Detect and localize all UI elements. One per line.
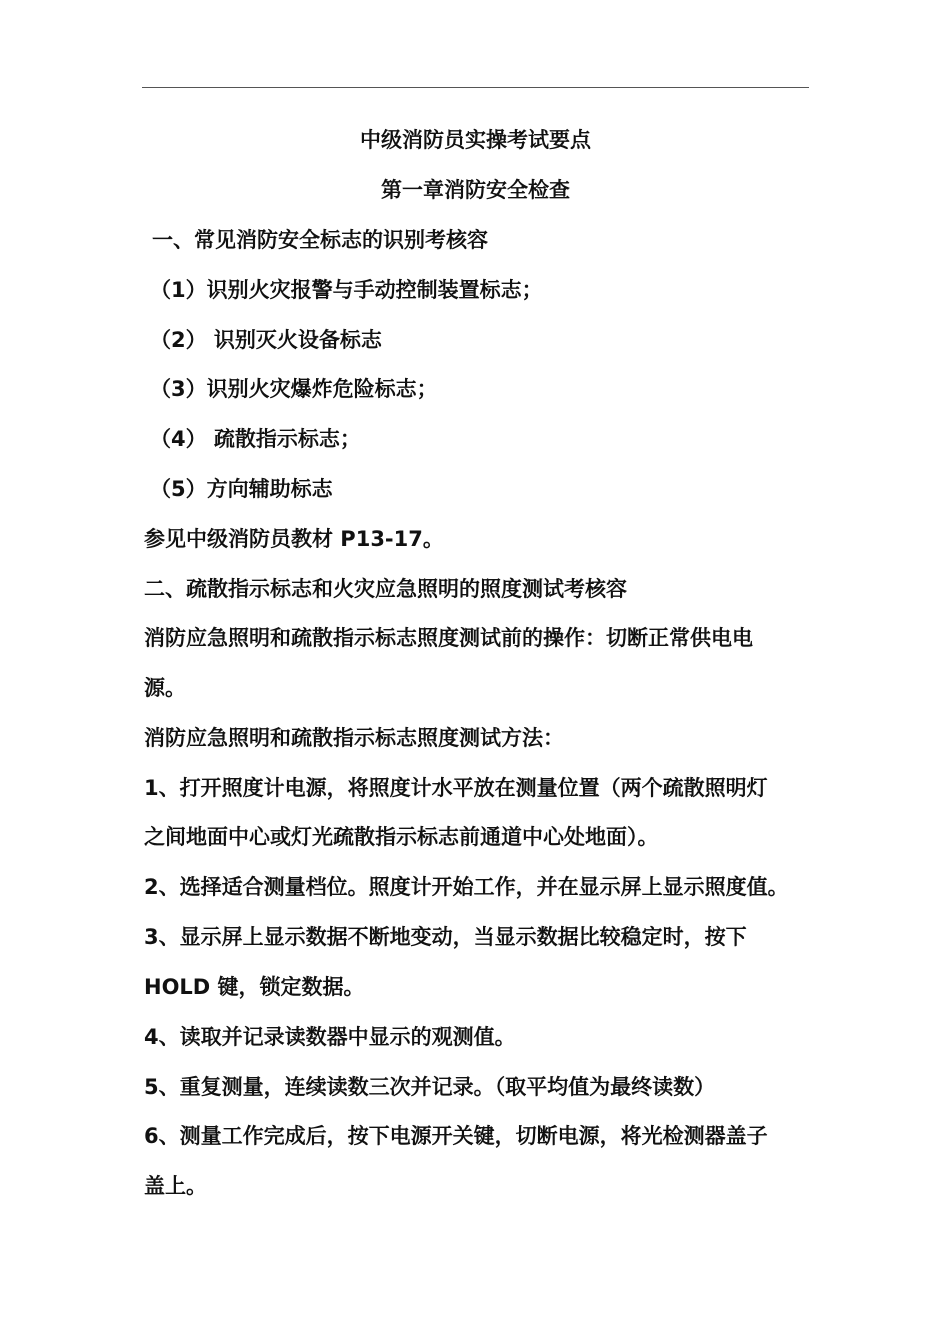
section1-item: （4） 疏散指示标志； — [150, 427, 361, 451]
step-line: HOLD 键，锁定数据。 — [144, 975, 365, 999]
step-line: 1、打开照度计电源，将照度计水平放在测量位置（两个疏散照明灯 — [144, 776, 768, 800]
step-line: 3、显示屏上显示数据不断地变动，当显示数据比较稳定时，按下 — [144, 925, 747, 949]
step-line: 盖上。 — [144, 1174, 207, 1198]
section1-item: （5）方向辅助标志 — [150, 477, 333, 501]
step-line: 2、选择适合测量档位。照度计开始工作，并在显示屏上显示照度值。 — [144, 875, 789, 899]
step-line: 之间地面中心或灯光疏散指示标志前通道中心处地面）。 — [144, 825, 659, 849]
document-title: 中级消防员实操考试要点 — [360, 128, 591, 152]
section1-heading: 一、常见消防安全标志的识别考核容 — [152, 228, 488, 252]
step-line: 4、读取并记录读数器中显示的观测值。 — [144, 1025, 516, 1049]
step-line: 5、重复测量，连续读数三次并记录。（取平均值为最终读数） — [144, 1075, 716, 1099]
section2-heading: 二、疏散指示标志和火灾应急照明的照度测试考核容 — [144, 577, 627, 601]
section1-item: （2） 识别灭火设备标志 — [150, 328, 382, 352]
section1-item: （1）识别火灾报警与手动控制装置标志； — [150, 278, 543, 302]
method-heading: 消防应急照明和疏散指示标志照度测试方法： — [144, 726, 564, 750]
header-rule — [142, 87, 809, 88]
pre-operation-text: 消防应急照明和疏散指示标志照度测试前的操作：切断正常供电电 — [144, 626, 753, 650]
step-line: 6、测量工作完成后，按下电源开关键，切断电源，将光检测器盖子 — [144, 1124, 768, 1148]
section1-item: （3）识别火灾爆炸危险标志； — [150, 377, 438, 401]
chapter-title: 第一章消防安全检查 — [381, 178, 570, 202]
pre-operation-text-continued: 源。 — [144, 676, 186, 700]
section1-reference: 参见中级消防员教材 P13-17。 — [144, 527, 444, 551]
